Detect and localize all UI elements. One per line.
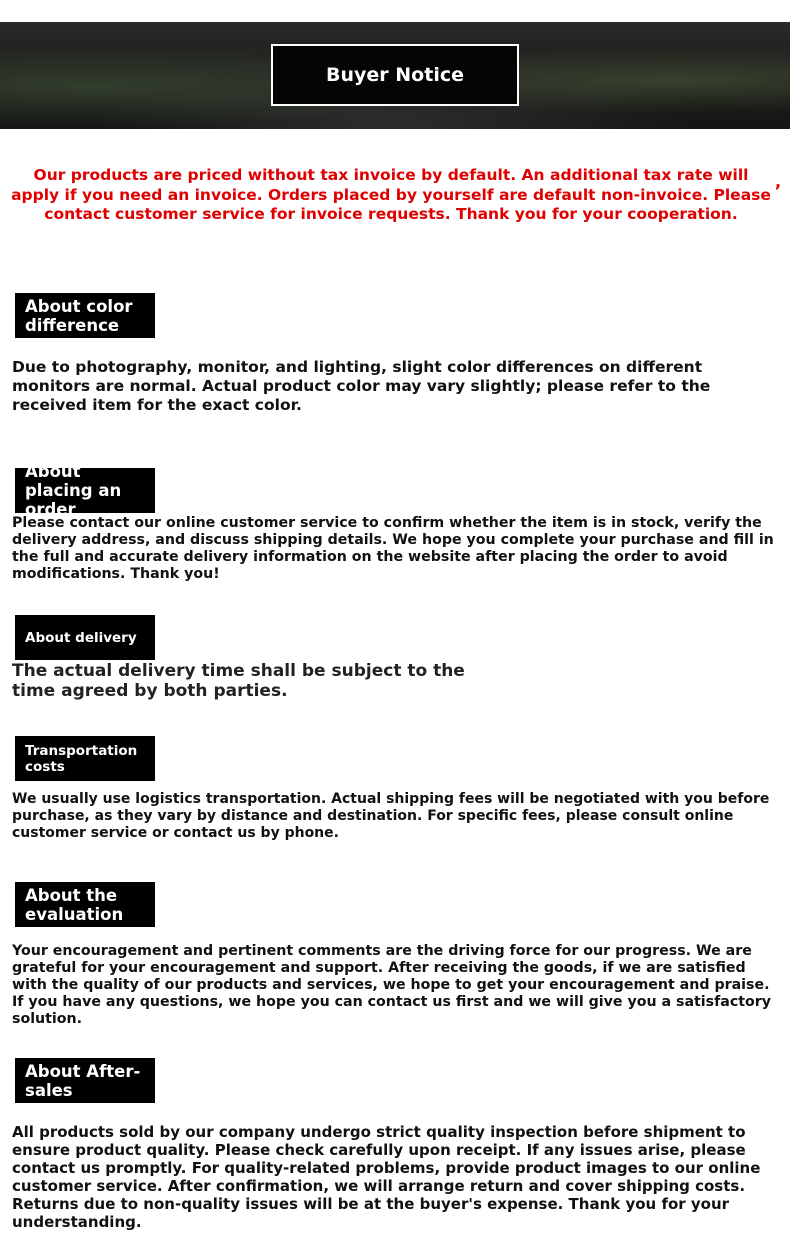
section-body-evaluation: Your encouragement and pertinent comments are the driving force for our progress. We are grateful for your encouragement and support. After receiving the goods, if we are satisfied with the quality of our products and services, we hope to get your encouragement and praise. If you have any questions, we hope you can contact us first and we will give you a satisfactory solution.	[12, 943, 772, 1027]
notice-trailing-mark: ,	[775, 172, 782, 191]
section-heading-delivery: About delivery	[15, 615, 155, 660]
header-banner	[0, 22, 790, 129]
invoice-notice: Our products are priced without tax invoice by default. An additional tax rate will apply if you need an invoice. Orders placed by yourself are default non-invoice. Please contact customer service for invoice requests. Thank you for your cooperation.	[11, 166, 771, 223]
section-heading-evaluation: About the evaluation	[15, 882, 155, 927]
page-title: Buyer Notice	[271, 44, 519, 106]
section-heading-placing-order: About placing an order	[15, 468, 155, 513]
section-body-delivery: The actual delivery time shall be subject to the time agreed by both parties.	[12, 661, 465, 701]
section-heading-transportation-costs: Transportation costs	[15, 736, 155, 781]
section-body-after-sales: All products sold by our company undergo strict quality inspection before shipment to ensure product quality. Please check carefully upon receipt. If any issues arise, please contact us promptly. For quality-related problems, provide product images to our online customer service. After confirmation, we will arrange return and cover shipping costs. Returns due to non-quality issues will be at the buyer's expense. Thank you for your understanding.	[12, 1123, 761, 1231]
section-body-placing-order: Please contact our online customer service to confirm whether the item is in stock, verify the delivery address, and discuss shipping details. We hope you complete your purchase and fill in the full and accurate delivery information on the website after placing the order to avoid modifications. Thank you!	[12, 515, 774, 582]
section-heading-after-sales: About After-sales	[15, 1058, 155, 1103]
section-body-color-difference: Due to photography, monitor, and lighting, slight color differences on different monitors are normal. Actual product color may vary slightly; please refer to the received item for the exact color.	[12, 358, 711, 414]
section-body-transportation-costs: We usually use logistics transportation. Actual shipping fees will be negotiated with you before purchase, as they vary by distance and destination. For specific fees, please consult online customer service or contact us by phone.	[12, 791, 770, 841]
section-heading-color-difference: About color difference	[15, 293, 155, 338]
